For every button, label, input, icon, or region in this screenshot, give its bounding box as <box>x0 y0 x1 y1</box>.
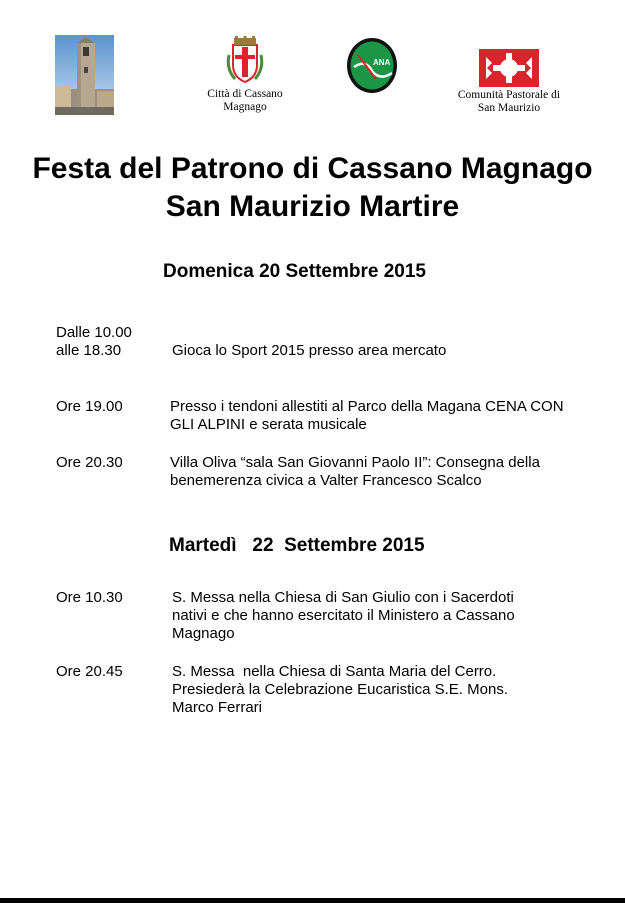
bottom-rule <box>0 898 625 903</box>
event-time: Ore 10.30 <box>56 589 123 606</box>
parish-caption: Comunità Pastorale di San Maurizio <box>457 89 561 114</box>
day-heading-tuesday: Martedì 22 Settembre 2015 <box>169 535 425 556</box>
event-time: Ore 20.45 <box>56 663 123 680</box>
event-description: S. Messa nella Chiesa di Santa Maria del Cerro. Presiederà la Celebrazione Eucaristica S.E. Mons. Marco Ferrari <box>172 663 508 716</box>
svg-text:ANA: ANA <box>373 58 391 67</box>
bell-tower-photo <box>55 35 114 115</box>
page-title: Festa del Patrono di Cassano Magnago <box>32 152 593 185</box>
page-subtitle: San Maurizio Martire <box>165 190 460 223</box>
parish-crest <box>479 49 539 87</box>
comune-caption: Città di Cassano Magnago <box>207 88 283 113</box>
event-description: Villa Oliva “sala San Giovanni Paolo II”: Consegna della benemerenza civica a Valter Francesco Scalco <box>170 454 540 489</box>
event-description: Gioca lo Sport 2015 presso area mercato <box>172 342 447 359</box>
alpini-badge <box>346 37 398 94</box>
comune-crest <box>225 35 265 85</box>
event-description: S. Messa nella Chiesa di San Giulio con i Sacerdoti nativi e che hanno esercitato il Ministero a Cassano Magnago <box>172 589 515 642</box>
event-time: Ore 19.00 <box>56 398 123 415</box>
event-time: Ore 20.30 <box>56 454 123 471</box>
event-description: Presso i tendoni allestiti al Parco della Magana CENA CON GLI ALPINI e serata musicale <box>170 398 564 433</box>
day-heading-sunday: Domenica 20 Settembre 2015 <box>163 261 426 282</box>
event-time: Dalle 10.00 alle 18.30 <box>56 324 132 359</box>
